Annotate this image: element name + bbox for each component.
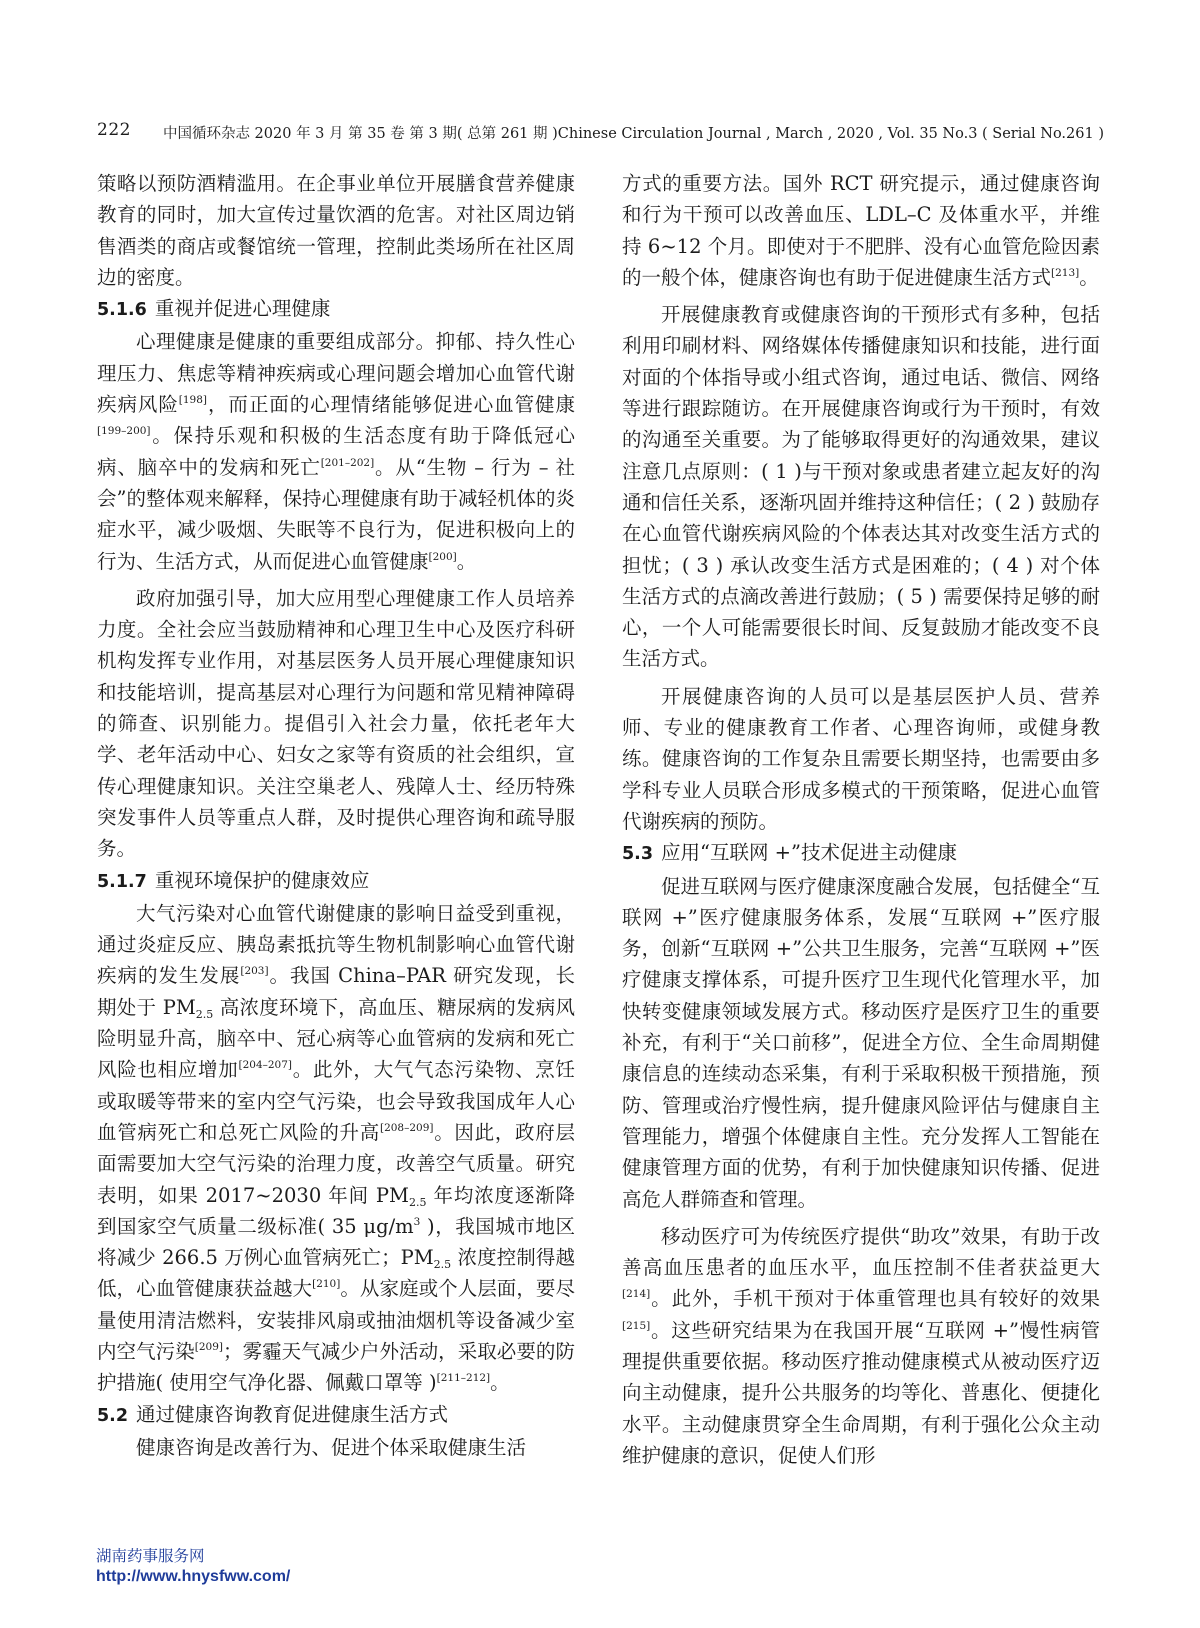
text-run: 心理健康是健康的重要组成部分。抑郁、持久性心理压力、焦虑等精神疾病或心理问题会增加心血管代谢疾病风险 <box>97 330 575 417</box>
left-column <box>97 168 575 1463</box>
paragraph <box>622 168 1100 293</box>
text-run: 浓度控制得越低，心血管健康获益越大 <box>97 1246 575 1301</box>
text-run: 大气污染对心血管代谢健康的影响日益受到重视，通过炎症反应、胰岛素抵抗等生物机制影响心血管代谢疾病的发生发展 <box>97 901 575 988</box>
text-run: 。此外，手机干预对于体重管理也具有较好的效果 <box>650 1287 1100 1311</box>
text-run: 。 <box>1079 265 1099 289</box>
citation: [200] <box>428 550 457 563</box>
text-run: 。从“生物 – 行为 – 社会”的整体观来解释，保持心理健康有助于减轻机体的炎症水平，减少吸烟、失眠等不良行为，促进积极向上的行为、生活方式，从而促进心血管健康 <box>97 455 575 573</box>
paragraph: 开展健康咨询的人员可以是基层医护人员、营养师、专业的健康教育工作者、心理咨询师，或健身教练。健康咨询的工作复杂且需要长期坚持，也需要由多学科专业人员联合形成多模式的干预策略，促进心血管代谢疾病的预防。 <box>622 684 1100 833</box>
superscript: 3 <box>413 1215 421 1228</box>
text-run: )，我国城市地区将减少 266.5 万例心血管病死亡；PM <box>97 1214 575 1270</box>
citation: [214] <box>622 1288 651 1301</box>
section-number: 5.3 <box>622 844 654 865</box>
section-number: 5.1.6 <box>97 300 147 321</box>
footer-site-name: 湖南药事服务网 <box>96 1547 205 1565</box>
section-title: 通过健康咨询教育促进健康生活方式 <box>136 1402 449 1426</box>
footer-site-link[interactable]: http://www.hnysfww.com/ <box>96 1568 291 1585</box>
paragraph <box>97 326 575 576</box>
citation: [198] <box>178 394 208 407</box>
section-title: 应用“互联网 +”技术促进主动健康 <box>661 841 957 865</box>
text-run: 。保持乐观和积极的生活态度有助于降低冠心病、脑卒中的发病和死亡 <box>97 424 575 479</box>
citation: [199–200] <box>97 425 151 438</box>
text-run: 年均浓度逐渐降到国家空气质量二级标准( 35 μg/m <box>97 1183 576 1238</box>
section-number: 5.1.7 <box>97 871 147 892</box>
citation: [204–207] <box>238 1059 293 1072</box>
citation: [209] <box>194 1340 224 1353</box>
right-column <box>622 168 1100 1471</box>
subscript: 2.5 <box>433 1258 452 1272</box>
text-run: 。因此，政府层面需要加大空气污染的治理力度，改善空气质量。研究表明，如果 2017~2030 年间 PM <box>97 1120 575 1207</box>
paragraph: 政府加强引导，加大应用型心理健康工作人员培养力度。全社会应当鼓励精神和心理卫生中心及医疗科研机构发挥专业作用，对基层医务人员开展心理健康知识和技能培训，提高基层对心理行为问题和常见精神障碍的筛查、识别能力。提倡引入社会力量，依托老年大学、老年活动中心、妇女之家等有资质的社会组织，宣传心理健康知识。关注空巢老人、残障人士、经历特殊突发事件人员等重点人群，及时提供心理咨询和疏导服务。 <box>97 586 575 861</box>
text-run: 。从家庭或个人层面，要尽量使用清洁燃料，安装排风扇或抽油烟机等设备减少室内空气污染 <box>97 1277 575 1363</box>
subscript: 2.5 <box>409 1195 427 1209</box>
text-run: 。此外，大气气态污染物、烹饪或取暖等带来的室内空气污染，也会导致我国成年人心血管病死亡和总死亡风险的升高 <box>97 1058 575 1144</box>
citation: [210] <box>312 1278 341 1291</box>
paragraph: 策略以预防酒精滥用。在企事业单位开展膳食营养健康教育的同时，加大宣传过量饮酒的危害。对社区周边销售酒类的商店或餐馆统一管理，控制此类场所在社区周边的密度。 <box>97 172 575 289</box>
subscript: 2.5 <box>195 1007 214 1021</box>
citation: [211–212] <box>436 1372 491 1385</box>
running-header: 中国循环杂志 2020 年 3 月 第 35 卷 第 3 期( 总第 261 期 )Chinese Circulation Journal , March , 2020 , Vol. 35 No.3 ( Serial No.261 ) <box>162 126 1104 142</box>
paragraph <box>97 898 575 1399</box>
section-title: 重视并促进心理健康 <box>154 297 331 321</box>
citation: [201–202] <box>320 456 375 469</box>
text-run: 。我国 China–PAR 研究发现，长期处于 PM <box>97 964 575 1019</box>
section-number: 5.2 <box>97 1405 129 1426</box>
text-run: 方式的重要方法。国外 RCT 研究提示，通过健康咨询和行为干预可以改善血压、LDL–C 及体重水平，并维持 6~12 个月。即使对于不肥胖、没有心血管危险因素的一般个体，健康咨询也有助于促进健康生活方式 <box>622 172 1100 289</box>
paragraph <box>622 1221 1100 1471</box>
citation: [215] <box>622 1319 651 1332</box>
citation: [203] <box>240 965 269 978</box>
paragraph: 开展健康教育或健康咨询的干预形式有多种，包括利用印刷材料、网络媒体传播健康知识和技能，进行面对面的个体指导或小组式咨询，通过电话、微信、网络等进行跟踪随访。在开展健康咨询或行为干预时，有效的沟通至关重要。为了能够取得更好的沟通效果，建议注意几点原则：( 1 )与干预对象或患者建立起友好的沟通和信任关系，逐渐巩固并维持这种信任；( 2 ) 鼓励存在心血管代谢疾病风险的个体表达其对改变生活方式的担忧；( 3 ) 承认改变生活方式是困难的；( 4 ) 对个体生活方式的点滴改善进行鼓励；( 5 ) 需要保持足够的耐心，一个人可能需要很长时间、反复鼓励才能改变不良生活方式。 <box>622 303 1100 671</box>
text-run: ，而正面的心理情绪能够促进心血管健康 <box>207 393 575 417</box>
text-run: 高浓度环境下，高血压、糖尿病的发病风险明显升高，脑卒中、冠心病等心血管病的发病和死亡风险也相应增加 <box>97 995 575 1082</box>
paragraph: 健康咨询是改善行为、促进个体采取健康生活 <box>136 1435 527 1459</box>
citation: [208–209] <box>379 1121 434 1134</box>
paragraph: 促进互联网与医疗健康深度融合发展，包括健全“互联网 +”医疗健康服务体系，发展“互联网 +”医疗服务，创新“互联网 +”公共卫生服务，完善“互联网 +”医疗健康支撑体系，可提升医疗卫生现代化管理水平，加快转变健康领域发展方式。移动医疗是医疗卫生的重要补充，有利于“关口前移”，促进全方位、全生命周期健康信息的连续动态采集，有利于采取积极干预措施，预防、管理或治疗慢性病，提升健康风险评估与健康自主管理能力，增强个体健康自主性。充分发挥人工智能在健康管理方面的优势，有利于加快健康知识传播、促进高危人群筛查和管理。 <box>622 874 1100 1211</box>
section-heading-5-1-6 <box>97 293 575 326</box>
text-run: 。这些研究结果为在我国开展“互联网 +”慢性病管理提供重要依据。移动医疗推动健康模式从被动医疗迈向主动健康，提升公共服务的均等化、普惠化、便捷化水平。主动健康贯穿全生命周期，有利于强化公众主动维护健康的意识，促使人们形 <box>622 1318 1100 1467</box>
text-run: 。 <box>490 1371 510 1395</box>
section-heading-5-2 <box>97 1399 575 1432</box>
section-heading-5-1-7 <box>97 865 575 898</box>
citation: [213] <box>1051 266 1080 279</box>
text-run: 。 <box>456 549 477 573</box>
page-number: 222 <box>97 120 131 140</box>
text-run: ；雾霾天气减少户外活动，采取必要的防护措施( 使用空气净化器、佩戴口罩等 ) <box>97 1339 575 1395</box>
section-heading-5-3 <box>622 837 1100 870</box>
section-title: 重视环境保护的健康效应 <box>154 868 370 892</box>
text-run: 移动医疗可为传统医疗提供“助攻”效果，有助于改善高血压患者的血压水平，血压控制不佳者获益更大 <box>622 1224 1100 1280</box>
